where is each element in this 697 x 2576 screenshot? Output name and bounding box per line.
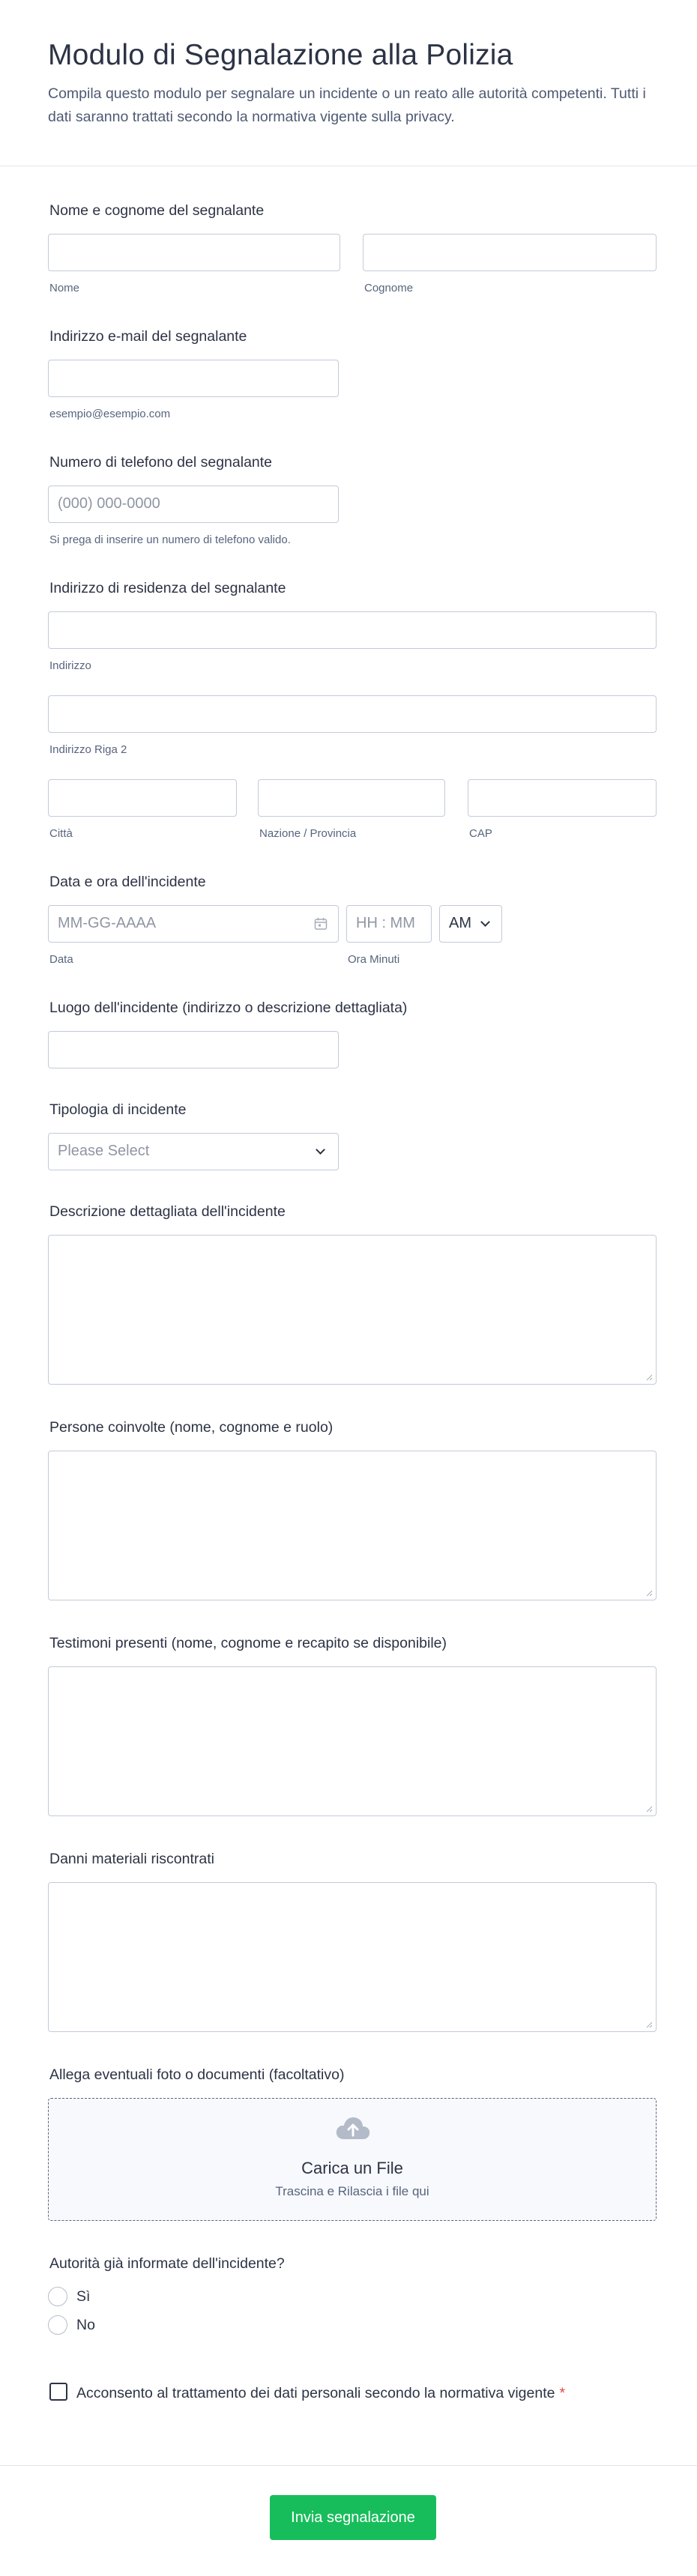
damages-textarea[interactable] [48,1882,657,2032]
radio-no[interactable] [48,2315,67,2335]
location-input[interactable] [48,1031,339,1068]
resize-handle-icon[interactable] [645,1373,653,1381]
type-placeholder: Please Select [58,1143,150,1159]
ampm-select[interactable] [439,905,502,943]
city-input[interactable] [48,779,237,817]
form-title: Modulo di Segnalazione alla Polizia [48,39,513,71]
radio-yes-label[interactable]: Sì [76,2288,91,2305]
upload-subtitle: Trascina e Rilascia i file qui [275,2184,429,2198]
location-label: Luogo dell'incidente (indirizzo o descrizione dettagliata) [49,1000,408,1016]
email-label: Indirizzo e-mail del segnalante [49,328,247,345]
witnesses-label: Testimoni presenti (nome, cognome e recapito se disponibile) [49,1635,447,1651]
address-line1-sublabel: Indirizzo [49,659,91,672]
phone-label: Numero di telefono del segnalante [49,454,273,471]
consent-checkbox[interactable] [49,2383,67,2401]
state-input[interactable] [258,779,445,817]
radio-yes[interactable] [48,2287,67,2306]
time-sublabel: Ora Minuti [348,953,400,966]
chevron-down-icon [316,1145,325,1155]
required-mark: * [559,2385,566,2401]
calendar-icon[interactable] [314,917,328,931]
damages-label: Danni materiali riscontrati [49,1851,214,1867]
consent-text-block [49,2383,589,2404]
resize-handle-icon[interactable] [645,1805,653,1812]
first-name-sublabel: Nome [49,282,80,294]
email-input[interactable] [48,360,339,397]
time-placeholder: HH : MM [356,915,415,931]
upload-title: Carica un File [301,2159,403,2177]
phone-input[interactable] [48,486,339,523]
description-label: Descrizione dettagliata dell'incidente [49,1203,286,1220]
consent-label[interactable]: Acconsento al trattamento dei dati personali secondo la normativa vigente [76,2385,555,2401]
submit-button[interactable]: Invia segnalazione [270,2495,436,2540]
cloud-upload-icon [335,2115,371,2142]
people-label: Persone coinvolte (nome, cognome e ruolo) [49,1419,334,1436]
time-input[interactable] [346,905,432,943]
zip-input[interactable] [468,779,657,817]
description-textarea[interactable] [48,1235,657,1385]
email-sublabel: esempio@esempio.com [49,408,171,420]
phone-placeholder: (000) 000-0000 [58,495,160,512]
date-sublabel: Data [49,953,73,966]
upload-label: Allega eventuali foto o documenti (facoltativo) [49,2066,345,2083]
date-input[interactable] [48,905,339,943]
datetime-label: Data e ora dell'incidente [49,874,206,890]
state-sublabel: Nazione / Provincia [259,827,357,840]
type-select[interactable] [48,1133,339,1170]
address-line2-input[interactable] [48,695,657,733]
city-sublabel: Città [49,827,73,840]
name-label: Nome e cognome del segnalante [49,202,265,219]
form-description: Compila questo modulo per segnalare un incidente o un reato alle autorità competenti. Tutti i dati saranno trattati secondo la normativa vigente sulla privacy. [48,85,646,125]
address-label: Indirizzo di residenza del segnalante [49,580,286,596]
last-name-input[interactable] [363,234,657,271]
date-placeholder: MM-GG-AAAA [58,915,157,931]
zip-sublabel: CAP [469,827,492,840]
phone-sublabel: Si prega di inserire un numero di telefono valido. [49,533,291,546]
chevron-down-icon [480,917,490,927]
witnesses-textarea[interactable] [48,1666,657,1816]
type-label: Tipologia di incidente [49,1101,187,1118]
people-textarea[interactable] [48,1451,657,1600]
radio-no-label[interactable]: No [76,2317,95,2333]
form-footer-divider [0,2465,697,2466]
file-upload-dropzone[interactable] [48,2098,657,2221]
address-line1-input[interactable] [48,611,657,649]
address-line2-sublabel: Indirizzo Riga 2 [49,743,127,756]
resize-handle-icon[interactable] [645,2021,653,2028]
form-header [0,0,697,166]
last-name-sublabel: Cognome [364,282,414,294]
ampm-value: AM [449,915,471,931]
resize-handle-icon[interactable] [645,1589,653,1597]
authorities-label: Autorità già informate dell'incidente? [49,2255,285,2272]
first-name-input[interactable] [48,234,340,271]
